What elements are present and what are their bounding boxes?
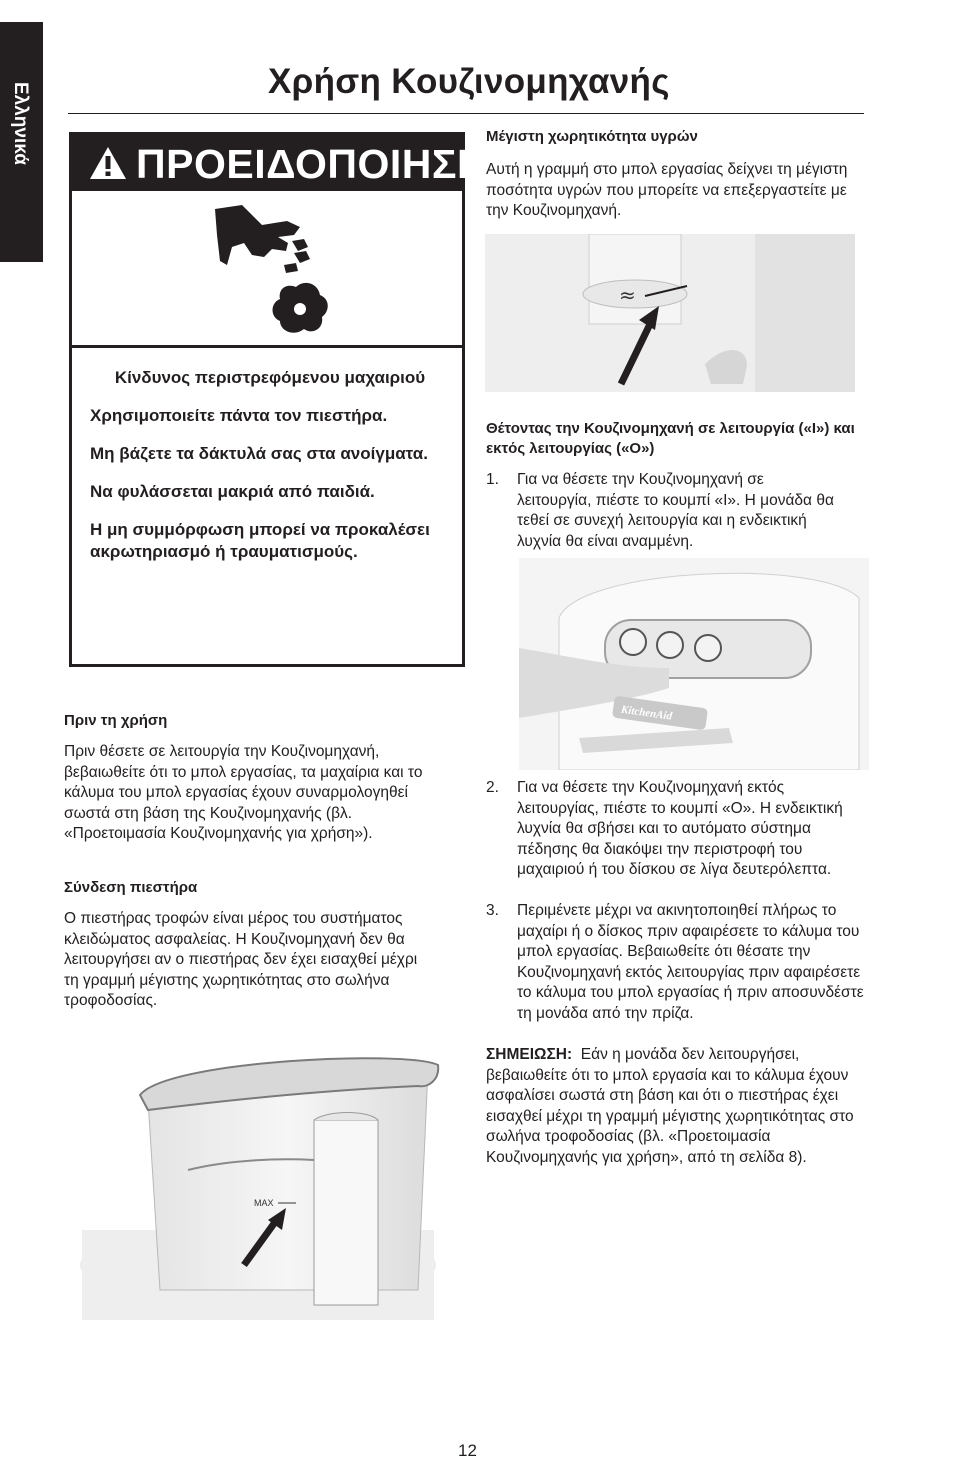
svg-text:≈: ≈ — [619, 283, 636, 307]
list-text: Για να θέσετε την Κουζινομηχανή σε λειτουργία, πιέστε το κουμπί «I». Η μονάδα θα τεθεί σε συνεχή λειτουργία και η ενδεικτική λυχνία θα είναι αναμμένη. — [517, 471, 834, 550]
pusher-heading: Σύνδεση πιεστήρα — [64, 879, 198, 896]
note-label: ΣΗΜΕΙΩΣΗ: — [486, 1046, 573, 1063]
list-text: Περιμένετε μέχρι να ακινητοποιηθεί πλήρως το μαχαίρι ή ο δίσκος πριν αφαιρέσετε το κάλυμα του μπολ εργασίας. Βεβαιωθείτε ότι θέσατε την Κουζινομηχανή εκτός λειτουργίας πριν αφαιρέσετε το κάλυμα του μπολ εργασίας ή πριν αποσυνδέστε τη μονάδα από την πρίζα. — [517, 902, 864, 1022]
note-text: Εάν η μονάδα δεν λειτουργήσει, βεβαιωθείτε ότι το μπολ εργασία και το κάλυμα έχουν ασφαλίσει σωστά στη βάση και ότι ο πιεστήρας έχει εισαχθεί μέχρι τη γραμμή μέγιστης χωρητικότητας στο σωλήνα τροφοδοσίας (βλ. «Προετοιμασία Κουζινομηχανής για χρήση», από τη σελίδα 8). — [486, 1046, 854, 1166]
before-use-heading: Πριν τη χρήση — [64, 712, 168, 729]
warning-danger: Κίνδυνος περιστρεφόμενου μαχαιριού — [114, 368, 426, 387]
page-title: Χρήση Κουζινομηχανής — [268, 62, 670, 101]
note — [486, 1045, 862, 1168]
before-use-text: Πριν θέσετε σε λειτουργία την Κουζινομηχανή, βεβαιωθείτε ότι το μπολ εργασίας, τα μαχαίρια και το κάλυμα του μπολ εργασίας έχουν συναρμολογηθεί σωστά στη βάση της Κουζινομηχανής (βλ. «Προετοιμασία Κουζινομηχανής για χρήση»). — [64, 743, 423, 842]
brand-logo: KitchenAid — [620, 703, 673, 723]
warning-text — [90, 367, 450, 579]
max-liquid-text: Αυτή η γραμμή στο μπολ εργασίας δείχνει τη μέγιστη ποσότητα υγρών που μπορείτε να επεξεργαστείτε με την Κουζινομηχανή. — [486, 161, 848, 219]
warning-line: Μη βάζετε τα δάκτυλά σας στα ανοίγματα. — [90, 444, 428, 463]
language-tab — [0, 22, 43, 262]
liquid-line-illustration — [485, 234, 855, 392]
hand-blade-icon — [72, 191, 462, 345]
pusher-text: Ο πιεστήρας τροφών είναι μέρος του συστήματος κλειδώματος ασφαλείας. Η Κουζινομηχανή δεν θα λειτουργήσει αν ο πιεστήρας δεν έχει εισαχθεί μέχρι τη γραμμή μέγιστης χωρητικότητας στο σωλήνα τροφοδοσίας. — [64, 910, 418, 1009]
control-panel-illustration — [519, 558, 869, 770]
list-number: 2. — [486, 779, 499, 796]
work-bowl-illustration — [78, 1040, 448, 1320]
on-off-heading: Θέτοντας την Κουζινομηχανή σε λειτουργία («I») και εκτός λειτουργίας («O») — [486, 420, 855, 457]
warning-line: Να φυλάσσεται μακριά από παιδιά. — [90, 482, 375, 501]
title-rule — [68, 113, 864, 114]
list-number: 1. — [486, 471, 499, 488]
warning-line: Χρησιμοποιείτε πάντα τον πιεστήρα. — [90, 406, 388, 425]
page-number: 12 — [458, 1441, 477, 1460]
list-number: 3. — [486, 902, 499, 919]
warning-line: Η μη συμμόρφωση μπορεί να προκαλέσει ακρωτηριασμό ή τραυματισμούς. — [90, 520, 430, 561]
max-label: MAX — [254, 1198, 274, 1208]
list-text: Για να θέσετε την Κουζινομηχανή εκτός λειτουργίας, πιέστε το κουμπί «O». Η ενδεικτική λυχνία θα σβήσει και το αυτόματο σύστημα πέδησης θα διακόψει την περιστροφή του μαχαιριού ή του δίσκου σε λίγα δευτερόλεπτα. — [517, 779, 843, 878]
warning-header — [72, 135, 488, 191]
warning-pictogram — [72, 191, 462, 348]
warning-triangle-icon — [88, 145, 128, 181]
warning-title: ΠΡΟΕΙΔΟΠΟΙΗΣΗ — [136, 141, 488, 187]
language-label: Ελληνικά — [10, 82, 31, 165]
max-liquid-heading: Μέγιστη χωρητικότητα υγρών — [486, 128, 698, 145]
warning-box — [69, 132, 488, 667]
